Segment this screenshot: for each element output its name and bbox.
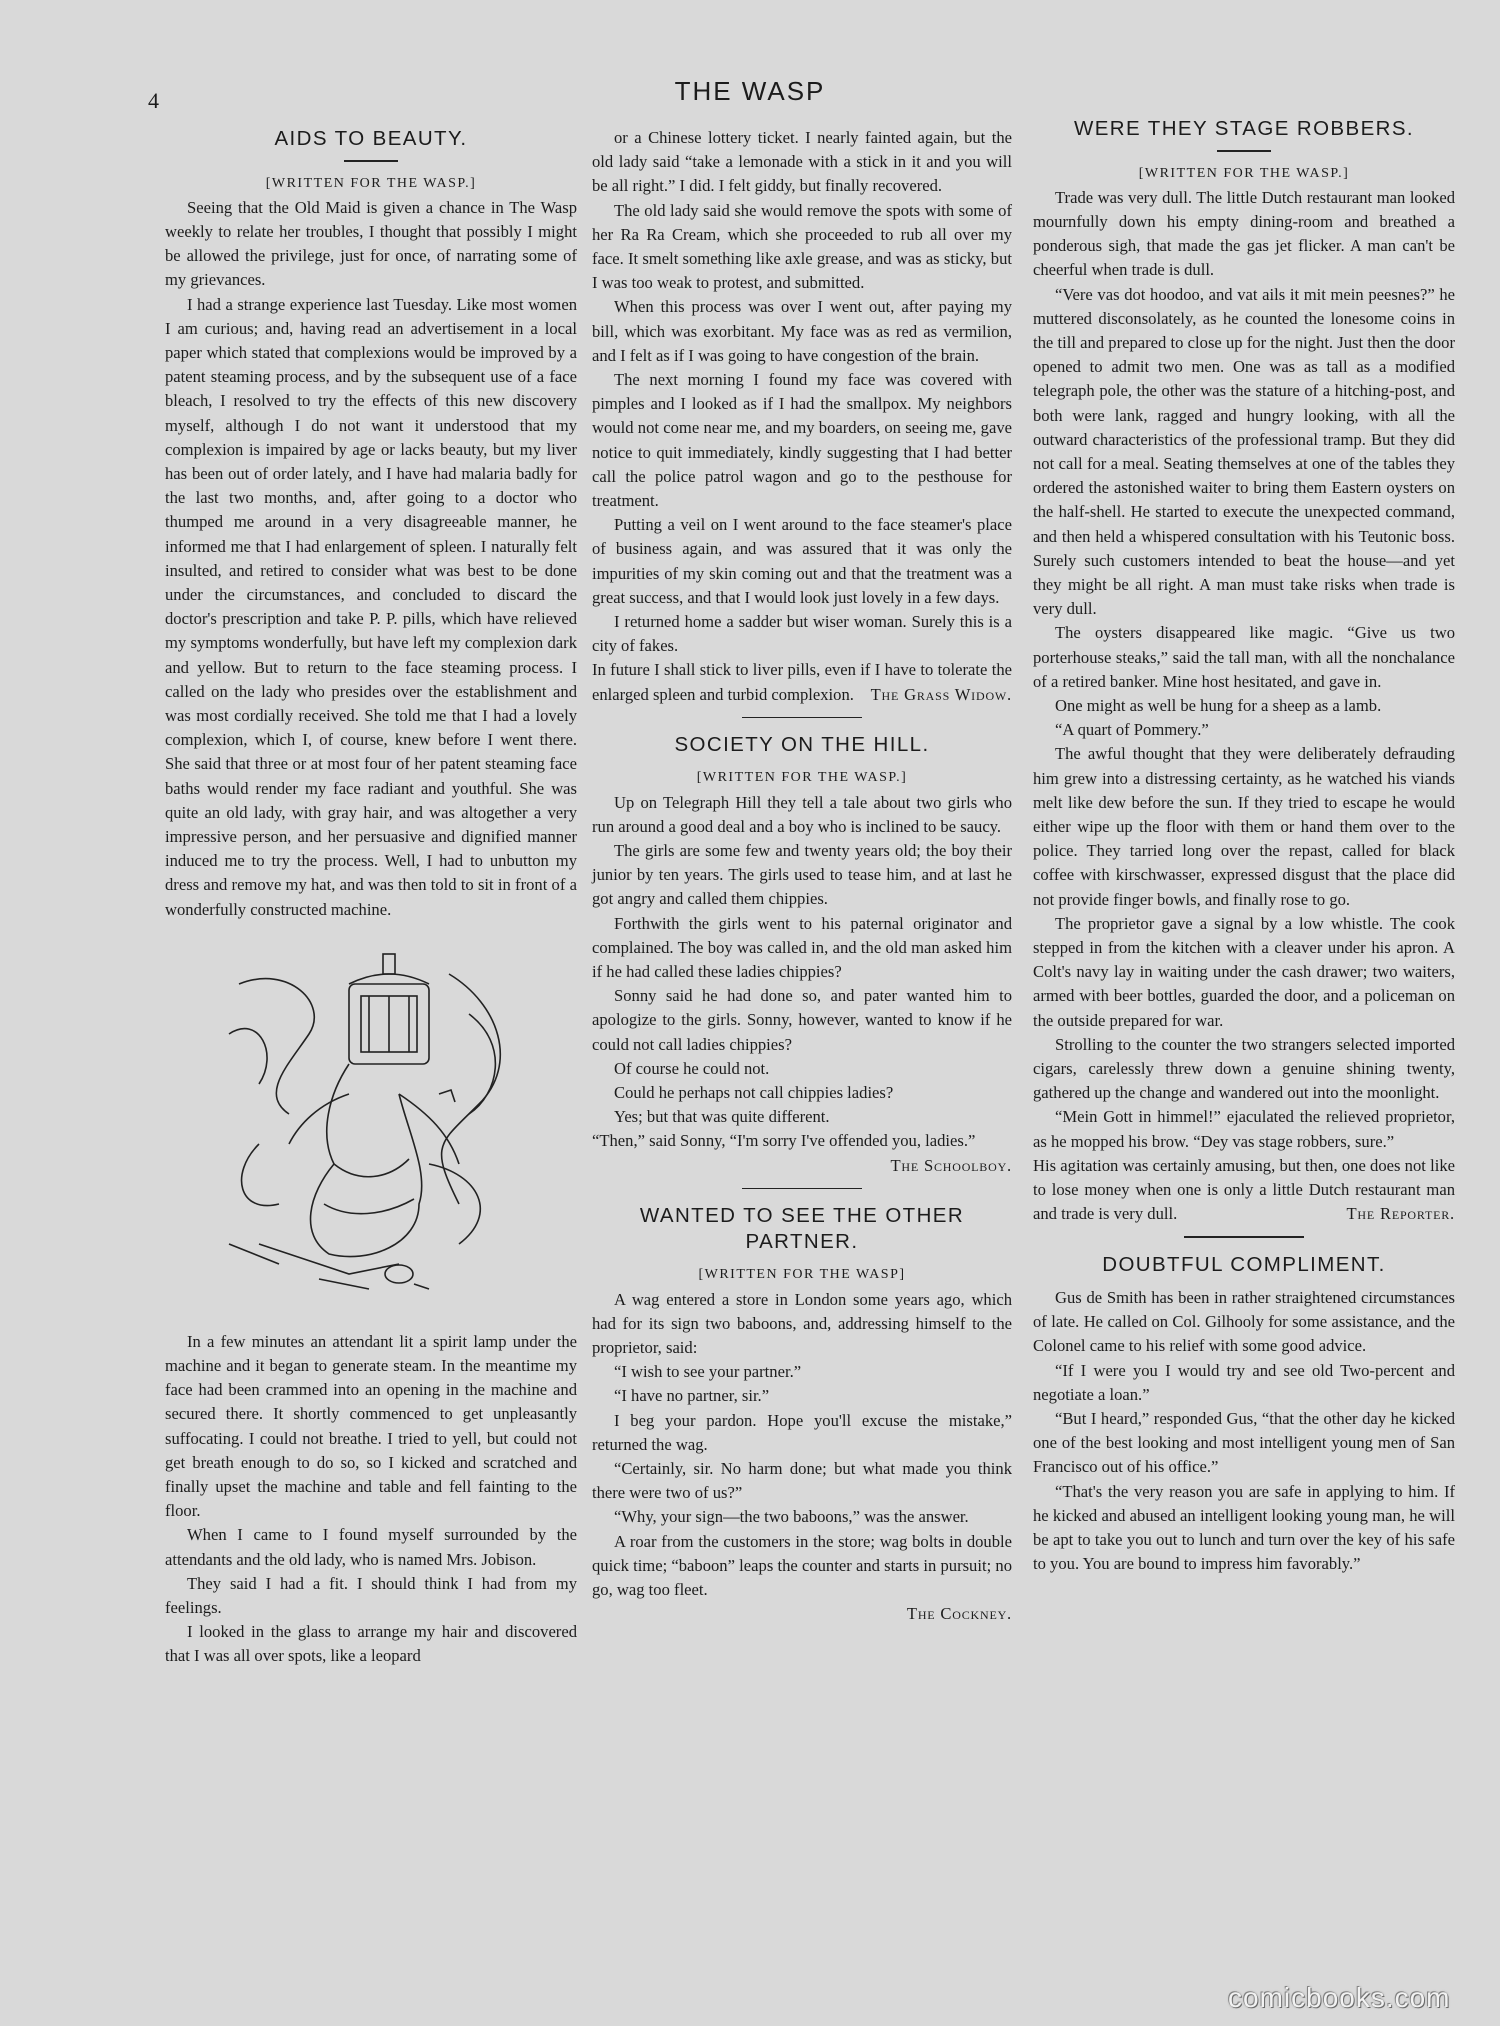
article-headline: DOUBTFUL COMPLIMENT. (1102, 1252, 1386, 1276)
article-byline: [WRITTEN FOR THE WASP] (698, 1267, 906, 1283)
article-signature: The Cockney. (906, 1604, 1012, 1624)
divider (742, 717, 862, 719)
paragraph: The old lady said she would remove the spots with some of her Ra Ra Cream, which she proceeded to rub all over my face. It smelt something like axle grease, and was as sticky, but I was too weak to protest, and submitted. (592, 200, 1012, 293)
article-body (592, 126, 1012, 658)
paragraph: I looked in the glass to arrange my hair and discovered that I was all over spots, like a leopard (165, 1622, 577, 1666)
divider (1217, 150, 1271, 152)
article-byline: [WRITTEN FOR THE WASP.] (265, 175, 477, 191)
paragraph: “But I heard,” responded Gus, “that the other day he kicked one of the best looking and most intelligent young men of San Francisco out of his office.” (1033, 1408, 1455, 1477)
paragraph: “Vere vas dot hoodoo, and vat ails it mit mein peesnes?” he muttered disconsolately, as he counted the lonesome coins in the till and prepared to close up for the night. Just then the door opened to admit two men. One was as tall as a modified telegraph pole, the other was the stature of a hitching-post, and both were lank, ragged and hungry looking, with all the outward characteristics of the professional tramp. But they did not call for a meal. Seating themselves at one of the tables they ordered the astonished waiter to bring them Eastern oysters on the half-shell. He started to execute the unexpected command, and then held a whispered consultation with his Teutonic boss. Surely such customers intended to beat the house—and yet they might be all right. A man must take risks when trade is very dull. (1033, 284, 1455, 619)
paragraph: “Mein Gott in himmel!” ejaculated the relieved proprietor, as he mopped his brow. “Dey vas stage robbers, sure.” (1033, 1107, 1455, 1151)
article-headline: SOCIETY ON THE HILL. (674, 733, 930, 757)
article-body (1033, 186, 1455, 1154)
article-signature: The Reporter. (1346, 1204, 1455, 1224)
paragraph: One might as well be hung for a sheep as a lamb. (1055, 695, 1382, 715)
paragraph: Forthwith the girls went to his paternal originator and complained. The boy was called in, and the old man asked him if he had called these ladies chippies? (592, 913, 1012, 981)
signature-line (592, 1129, 1012, 1177)
article-body (165, 196, 577, 922)
paragraph: Gus de Smith has been in rather straightened circumstances of late. He called on Col. Gilhooly for some assistance, and the Colonel came to his relief with some good advice. (1033, 1287, 1455, 1356)
article-headline: WANTED TO SEE THE OTHER PARTNER. (639, 1204, 965, 1254)
paragraph: I returned home a sadder but wiser woman. Surely this is a city of fakes. (592, 612, 1012, 656)
paragraph: “If I were you I would try and see old Two-percent and negotiate a loan.” (1033, 1360, 1455, 1404)
article-signature: The Schoolboy. (890, 1155, 1012, 1175)
paragraph: The awful thought that they were deliberately defrauding him grew into a distressing certainty, as he watched his viands melt like dew before the sun. If they tried to escape he would either wipe up the floor with them or hand them over to the police. They tarried long over the repast, called for black coffee with kirschwasser, expressed disgust that the place did not provide finger bowls, and finally rose to go. (1033, 744, 1455, 909)
paragraph: Sonny said he had done so, and pater wanted him to apologize to the girls. Sonny, however, wanted to know if he could not call ladies chippies? (592, 986, 1012, 1054)
paragraph: The oysters disappeared like magic. “Give us two porterhouse steaks,” said the tall man, with all the nonchalance of a retired banker. Mine host hesitated, and gave in. (1033, 623, 1455, 691)
paragraph: Seeing that the Old Maid is given a chance in The Wasp weekly to relate her troubles, I thought that possibly I might be allowed the privilege, just for once, of narrating some of my grievances. (165, 197, 577, 290)
paragraph: The girls are some few and twenty years old; the boy their junior by ten years. The girls used to tease him, and at last he got angry and called them chippies. (592, 840, 1012, 909)
paragraph: They said I had a fit. I should think I had from my feelings. (165, 1573, 577, 1618)
article-headline: AIDS TO BEAUTY. (274, 127, 468, 150)
masthead: THE WASP (674, 76, 826, 106)
paragraph: or a Chinese lottery ticket. I nearly fainted again, but the old lady said “take a lemonade with a stick in it and you will be all right.” I did. I felt giddy, but finally recovered. (592, 128, 1012, 196)
paragraph: Could he perhaps not call chippies ladies? (614, 1083, 894, 1103)
paragraph: Yes; but that was quite different. (614, 1107, 830, 1127)
article-body (592, 1288, 1012, 1603)
article-signature: The Grass Widow. (870, 684, 1012, 704)
article-closing-text: “Then,” said Sonny, “I'm sorry I've offended you, ladies.” (592, 1131, 976, 1151)
watermark: comicbooks.com (1228, 1982, 1451, 2013)
paragraph: “A quart of Pommery.” (1055, 720, 1209, 740)
paragraph: Putting a veil on I went around to the face steamer's place of business again, and was assured that it was only the impurities of my skin coming out and that the treatment was a great success, and that I would look just lovely in a few days. (592, 515, 1012, 607)
steaming-machine-illustration (199, 944, 539, 1304)
paragraph: When this process was over I went out, after paying my bill, which was exorbitant. My face was as red as vermilion, and I felt as if I was going to have congestion of the brain. (592, 297, 1012, 365)
paragraph: A wag entered a store in London some years ago, which had for its sign two baboons, and, addressing himself to the proprietor, said: (592, 1289, 1012, 1357)
paragraph: I beg your pardon. Hope you'll excuse the mistake,” returned the wag. (592, 1410, 1012, 1454)
signature-line (1033, 1154, 1455, 1227)
column-2 (592, 126, 1012, 1626)
article-body (1033, 1286, 1455, 1576)
signature-line (592, 1602, 1012, 1626)
paragraph: The next morning I found my face was covered with pimples and I looked as if I had the smallpox. My neighbors would not come near me, and my boarders, on seeing me, gave notice to quit immediately, kindly suggesting that I had better call the police patrol wagon and go to the pesthouse for treatment. (592, 370, 1012, 511)
page-number: 4 (148, 88, 159, 113)
signature-line (592, 658, 1012, 706)
article-closing-text: In future I shall stick to liver pills, even if I have to tolerate the enlarged spleen and turbid complexion. (592, 660, 1012, 704)
divider (344, 160, 398, 162)
paragraph: “Why, your sign—the two baboons,” was the answer. (614, 1507, 969, 1527)
article-closing-text: His agitation was certainly amusing, but then, one does not like to lose money when one is only a little Dutch restaurant man and trade is very dull. (1033, 1155, 1455, 1224)
column-3 (1033, 110, 1455, 1576)
paragraph: The proprietor gave a signal by a low whistle. The cook stepped in from the kitchen with a cleaver under his apron. A Colt's navy lay in waiting under the cash drawer; two waiters, armed with beer bottles, guarded the door, and a policeman on the outside prepared for war. (1033, 913, 1455, 1030)
article-body (592, 791, 1012, 1130)
divider (1184, 1236, 1304, 1238)
article-byline: [WRITTEN FOR THE WASP.] (696, 770, 908, 786)
paragraph: “Certainly, sir. No harm done; but what made you think there were two of us?” (592, 1458, 1012, 1503)
paragraph: I had a strange experience last Tuesday. Like most women I am curious; and, having read an advertisement in a local paper which stated that complexions would be improved by a patent steaming process, and by the subsequent use of a face bleach, I resolved to try the effects of this new discovery myself, although I do not want it understood that my complexion is impaired by age or lacks beauty, but my liver has been out of order lately, and I have had malaria badly for the last two months, and, after going to a doctor who thumped me around in a very disagreeable manner, he informed me that I had enlargement of spleen. I naturally felt insulted, and retired to consider what was best to be done under the circumstances, and concluded to discard the doctor's prescription and take P. P. pills, which have relieved my symptoms wonderfully, but have left my complexion dark and yellow. But to return to the face steaming process. I called on the lady who presides over the establishment and was most cordially received. She told me that I had a lovely complexion, which I, of course, knew before I went there. She said that three or at most four of her patent steaming face baths would render my face radiant and youthful. She was quite an old lady, with gray hair, and was altogether a very impressive person, and her persuasive and dignified manner induced me to try the process. Well, I had to unbutton my dress and remove my hat, and was then told to sit in front of a wonderfully constructed machine. (165, 294, 577, 919)
paragraph: “I have no partner, sir.” (614, 1386, 770, 1406)
divider (742, 1188, 862, 1190)
paragraph: Of course he could not. (614, 1058, 770, 1078)
paragraph: In a few minutes an attendant lit a spirit lamp under the machine and it began to generate steam. In the meantime my face had been crammed into an opening in the machine and secured there. It shortly commenced to get unpleasantly suffocating. I could not breathe. I tried to yell, but could not get breath enough to do so, so I kicked and scratched and finally upset the machine and table and fell fainting to the floor. (165, 1331, 577, 1521)
article-byline: [WRITTEN FOR THE WASP.] (1138, 165, 1350, 181)
column-1 (165, 120, 577, 1669)
paragraph: Up on Telegraph Hill they tell a tale about two girls who run around a good deal and a boy who is inclined to be saucy. (592, 792, 1012, 836)
paragraph: “I wish to see your partner.” (614, 1362, 802, 1382)
article-body (165, 1330, 577, 1669)
paragraph: Strolling to the counter the two strangers selected imported cigars, carelessly threw down a genuine shining twenty, gathered up the change and wandered out into the moonlight. (1033, 1034, 1455, 1103)
paragraph: When I came to I found myself surrounded by the attendants and the old lady, who is named Mrs. Jobison. (165, 1525, 577, 1569)
paragraph: Trade was very dull. The little Dutch restaurant man looked mournfully down his empty dining-room and breathed a ponderous sigh, that made the gas jet flicker. A man can't be cheerful when trade is dull. (1033, 187, 1455, 280)
paragraph: “That's the very reason you are safe in applying to him. If he kicked and abused an intelligent looking young man, he will be apt to take you out to lunch and turn over the key of his safe to you. You are bound to impress him favorably.” (1033, 1481, 1455, 1574)
article-headline: WERE THEY STAGE ROBBERS. (1073, 117, 1415, 140)
paragraph: A roar from the customers in the store; wag bolts in double quick time; “baboon” leaps the counter and starts in pursuit; no go, wag too fleet. (592, 1531, 1012, 1599)
